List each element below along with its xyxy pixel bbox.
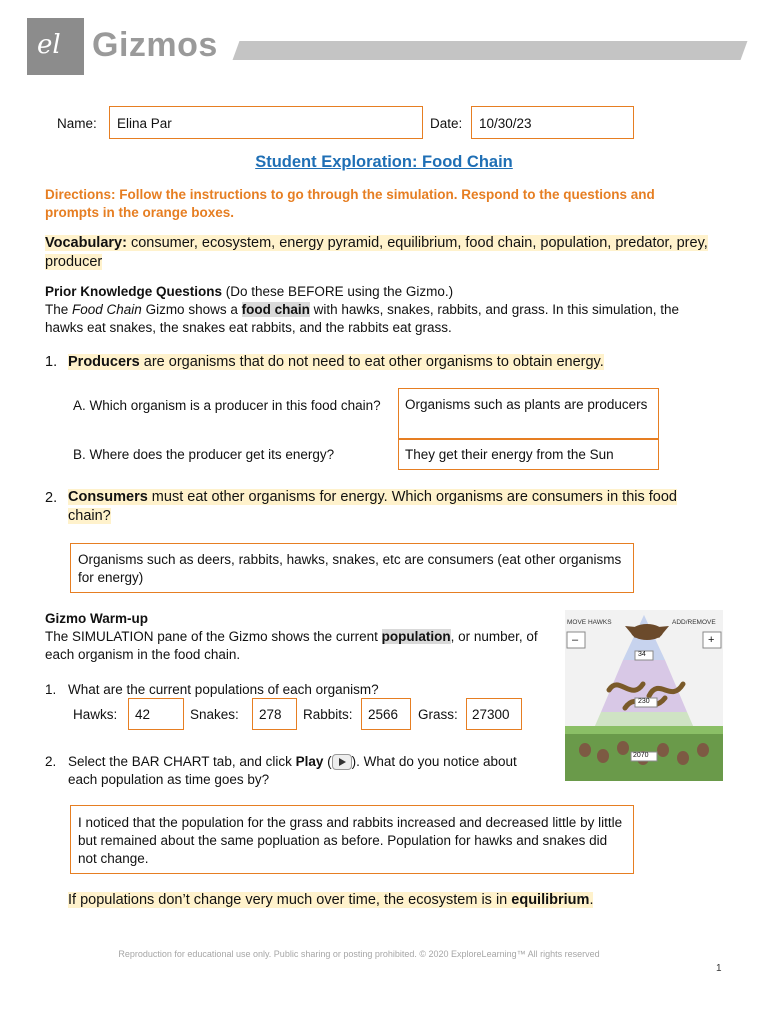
- grass-value: 27300: [472, 707, 510, 722]
- equilibrium-statement: [68, 891, 593, 910]
- hawks-value: 42: [135, 707, 151, 722]
- warmup-q1-number: 1.: [45, 682, 57, 697]
- vocabulary: [45, 234, 715, 272]
- warmup-heading: Gizmo Warm-up: [45, 611, 148, 626]
- q2-answer-box[interactable]: [70, 543, 634, 593]
- date-field[interactable]: [471, 106, 634, 139]
- prior-text-5: with hawks, snakes, rabbits, and grass. In this simulation, the hawks eat snakes, the snakes eat rabbits, and the rabbits eat grass.: [45, 302, 680, 335]
- q2-body: must eat other organisms for energy. Which organisms are consumers in this food chain?: [68, 489, 677, 524]
- q1b-answer: They get their energy from the Sun: [405, 447, 614, 462]
- add-remove-label: ADD/REMOVE: [672, 619, 716, 626]
- snake-count: 230: [638, 698, 650, 705]
- eq-term: equilibrium: [511, 892, 590, 908]
- q1a-answer-box[interactable]: [398, 388, 659, 439]
- header-bar: [233, 41, 748, 60]
- page-title: Student Exploration: Food Chain: [255, 153, 513, 171]
- q2-play-word: Play: [295, 754, 324, 769]
- directions: Directions: Follow the instructions to go through the simulation. Respond to the questions and prompts in the orange boxes.: [45, 187, 655, 220]
- simulation-image: [565, 610, 723, 781]
- name-label: Name:: [57, 116, 97, 131]
- warmup-q2-number: 2.: [45, 754, 57, 769]
- q2-answer: Organisms such as deers, rabbits, hawks, snakes, etc are consumers (eat other organisms for energy): [78, 552, 622, 585]
- prior-text-2: Food Chain: [72, 302, 142, 317]
- q1-number: 1.: [45, 354, 58, 370]
- warmup-q2-answer: I noticed that the population for the grass and rabbits increased and decreased little by little but remained about the same popluation as before. Population for hawks and snakes did not change.: [78, 815, 623, 866]
- page-number: 1: [716, 963, 722, 974]
- warmup-q2-text: [68, 753, 543, 789]
- prior-heading: Prior Knowledge Questions: [45, 284, 223, 299]
- q1-text: [68, 353, 708, 372]
- q2-bold: Consumers: [68, 489, 148, 505]
- q1-body: are organisms that do not need to eat other organisms to obtain energy.: [139, 354, 604, 370]
- header-logo: [27, 18, 84, 75]
- hawks-label: Hawks:: [73, 707, 118, 722]
- rabbit-count: 2070: [633, 752, 649, 759]
- prior-text-1: The: [45, 302, 73, 317]
- rabbits-label: Rabbits:: [303, 707, 353, 722]
- q2-text-c: (: [323, 754, 332, 769]
- logo-glyph: el: [37, 30, 61, 60]
- prior-term-food-chain: food chain: [241, 302, 310, 317]
- warmup-q2-answer-box[interactable]: [70, 805, 634, 874]
- snakes-value: 278: [259, 707, 282, 722]
- warmup-q1-text: What are the current populations of each organism?: [68, 682, 379, 697]
- date-value: 10/30/23: [479, 116, 532, 131]
- rabbits-field[interactable]: [361, 698, 411, 730]
- warmup-section: [45, 610, 555, 664]
- date-label: Date:: [430, 116, 463, 131]
- name-field[interactable]: [109, 106, 423, 139]
- q1a-answer: Organisms such as plants are producers: [405, 397, 648, 412]
- q1a-question: A. Which organism is a producer in this food chain?: [73, 398, 381, 413]
- prior-note: (Do these BEFORE using the Gizmo.): [222, 284, 454, 299]
- q1b-answer-box[interactable]: [398, 439, 659, 470]
- vocab-text: consumer, ecosystem, energy pyramid, equilibrium, food chain, population, predator, prey, producer: [45, 235, 708, 270]
- vocab-label: Vocabulary:: [45, 235, 127, 251]
- rabbits-value: 2566: [368, 707, 399, 722]
- q2-number: 2.: [45, 490, 58, 506]
- move-hawks-label: MOVE HAWKS: [567, 619, 612, 626]
- eq-text-a: If populations don’t change very much over time, the ecosystem is in: [68, 892, 512, 908]
- prior-text-3: Gizmo shows a: [141, 302, 242, 317]
- q1-bold: Producers: [68, 354, 140, 370]
- q1b-question: B. Where does the producer get its energy?: [73, 447, 335, 462]
- q2-text-a: Select the BAR CHART tab, and click: [68, 754, 296, 769]
- warmup-text-3: , or number, of each organism in the food chain.: [45, 629, 538, 662]
- warmup-text-1: The SIMULATION pane of the Gizmo shows the current: [45, 629, 382, 644]
- snakes-label: Snakes:: [190, 707, 239, 722]
- warmup-term-population: population: [381, 629, 451, 644]
- q2-text: [68, 488, 708, 526]
- name-value: Elina Par: [117, 116, 172, 131]
- plus-button: +: [708, 634, 715, 646]
- eq-text-c: .: [589, 892, 594, 908]
- logo-text: Gizmos: [92, 26, 218, 64]
- prior-knowledge: [45, 283, 715, 337]
- grass-label: Grass:: [418, 707, 458, 722]
- hawk-count: 34: [638, 651, 646, 658]
- grass-field[interactable]: [466, 698, 522, 730]
- q2-text-d: ). What do you notice about each population as time goes by?: [68, 754, 517, 787]
- hawks-field[interactable]: [128, 698, 184, 730]
- snakes-field[interactable]: [252, 698, 297, 730]
- minus-button: –: [572, 634, 579, 646]
- footer-text: Reproduction for educational use only. Public sharing or posting prohibited. © 2020 ExploreLearning™ All rights reserved: [118, 949, 600, 959]
- play-icon: [332, 754, 352, 770]
